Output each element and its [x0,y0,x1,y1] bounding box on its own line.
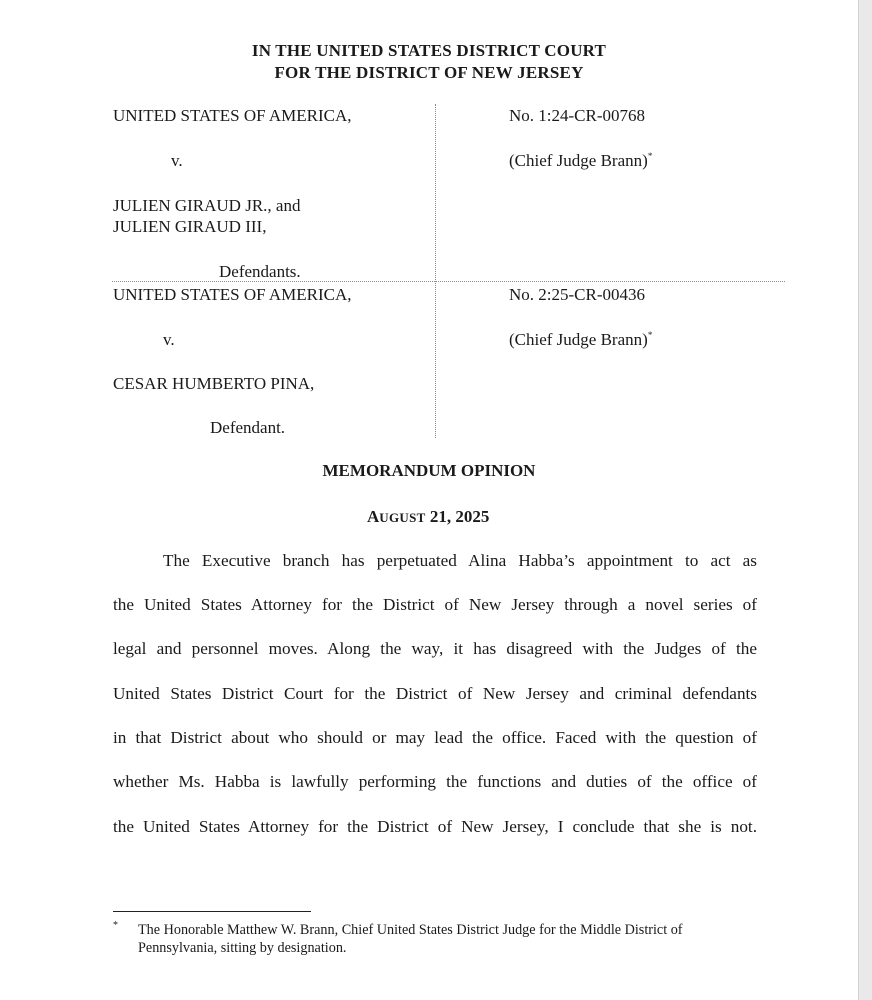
footnote-mark: * [113,920,118,931]
case2-defendant-label: Defendant. [210,418,286,437]
case1-defendant-label: Defendants. [219,262,301,281]
case2-plaintiff: UNITED STATES OF AMERICA, [113,285,352,304]
body-line-4: United States District Court for the District of New Jersey and criminal defendants [113,684,757,703]
case1-defendant-line2: JULIEN GIRAUD III, [113,217,267,236]
footnote-marker: * [647,330,653,340]
case1-plaintiff: UNITED STATES OF AMERICA, [113,106,352,125]
body-line-2: the United States Attorney for the District of New Jersey through a novel series of [113,595,757,614]
caption-horizontal-divider [112,281,785,282]
case1-defendant-line1: JULIEN GIRAUD JR., and [113,196,301,215]
body-line-7: the United States Attorney for the District of New Jersey, I conclude that she is not. [113,817,757,836]
caption-vertical-divider [435,104,436,438]
footnote-marker: * [647,151,653,161]
case2-defendant-line1: CESAR HUMBERTO PINA, [113,374,315,393]
body-line-3: legal and personnel moves. Along the way, it has disagreed with the Judges of the [113,639,757,658]
court-name-line1: IN THE UNITED STATES DISTRICT COURT [251,41,607,60]
body-line-1: The Executive branch has perpetuated Alina Habba’s appointment to act as [163,551,757,570]
document-title: MEMORANDUM OPINION [322,461,536,480]
case1-number: No. 1:24-CR-00768 [509,106,645,125]
case1-judge: (Chief Judge Brann)* [509,151,653,170]
case2-judge: (Chief Judge Brann)* [509,330,653,349]
footnote-text: The Honorable Matthew W. Brann, Chief United States District Judge for the Middle District of Pennsylvania, sitting by designation. [138,922,683,956]
footnote-separator [113,911,311,912]
case2-versus: v. [163,330,175,349]
body-line-6: whether Ms. Habba is lawfully performing the functions and duties of the office of [113,772,757,791]
case1-versus: v. [171,151,183,170]
case2-number: No. 2:25-CR-00436 [509,285,645,304]
court-name-line2: FOR THE DISTRICT OF NEW JERSEY [274,63,584,82]
body-line-5: in that District about who should or may lead the office. Faced with the question of [113,728,757,747]
opinion-date: AUGUST 21, 2025 [367,507,490,526]
